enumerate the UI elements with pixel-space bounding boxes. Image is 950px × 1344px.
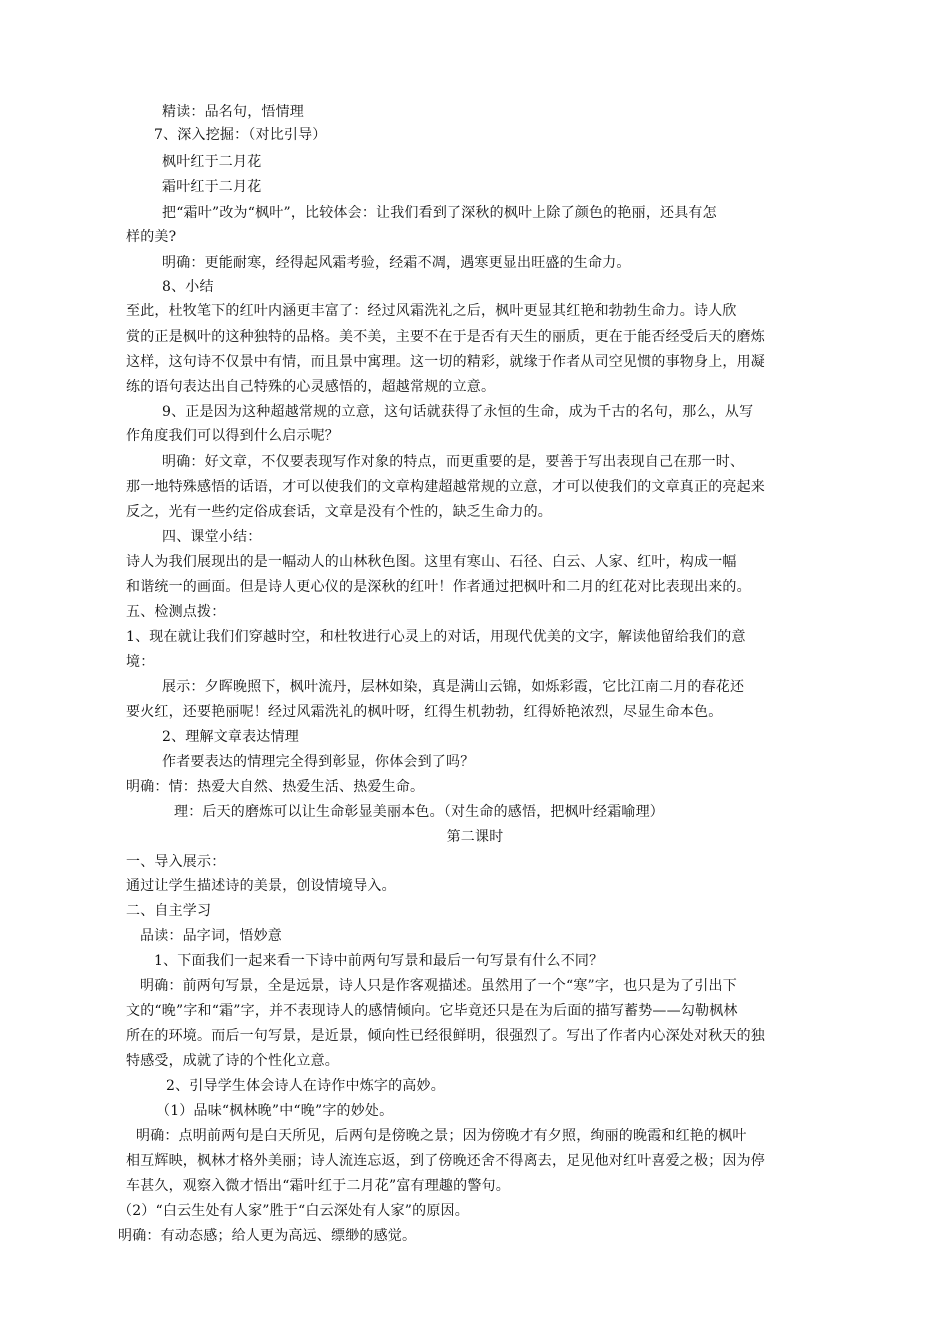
section-heading: 四、课堂小结：: [162, 529, 262, 545]
answer-line: 明确：有动态感；给人更为高远、缥缈的感觉。: [118, 1228, 417, 1244]
paragraph-line: 和谐统一的画面。但是诗人更心仪的是深秋的红叶！作者通过把枫叶和二月的红花对比表现出来的。: [126, 579, 751, 595]
paragraph-line: 特感受，成就了诗的个性化立意。: [126, 1053, 339, 1069]
paragraph-line: 通过让学生描述诗的美景，创设情境导入。: [126, 878, 396, 894]
paragraph-line: 车甚久，观察入微才悟出“霜叶红于二月花”富有理趣的警句。: [126, 1178, 510, 1194]
question-heading: 7、深入挖掘：（对比引导）: [154, 127, 327, 143]
paragraph-line: 作者要表达的情理完全得到彰显，你体会到了吗？: [162, 754, 475, 770]
section-heading: 品读：品字词，悟妙意: [140, 928, 282, 944]
paragraph-line: 这样，这句诗不仅景中有情，而且景中寓理。这一切的精彩，就缘于作者从司空见惯的事物身上，用凝: [126, 354, 765, 370]
paragraph-line: 9、正是因为这种超越常规的立意，这句话就获得了永恒的生命，成为千古的名句，那么，从写: [162, 404, 754, 420]
paragraph-line: 所在的环境。而后一句写景，是近景，倾向性已经很鲜明，很强烈了。写出了作者内心深处对秋天的独: [126, 1028, 765, 1044]
paragraph-line: 1、现在就让我们们穿越时空，和杜牧进行心灵上的对话，用现代优美的文字，解读他留给我们的意: [126, 629, 746, 645]
paragraph-line: 展示：夕晖晚照下，枫叶流丹，层林如染，真是满山云锦，如烁彩霞，它比江南二月的春花还: [162, 679, 745, 695]
paragraph-line: 那一地特殊感悟的话语，才可以使我们的文章构建超越常规的立意，才可以使我们的文章真正的亮起来: [126, 479, 765, 495]
paragraph-line: 境：: [126, 654, 155, 670]
answer-line: 明确：点明前两句是白天所见，后两句是傍晚之景；因为傍晚才有夕照，绚丽的晚霞和红艳的枫叶: [136, 1128, 747, 1144]
paragraph-line: 把“霜叶”改为“枫叶”，比较体会：让我们看到了深秋的枫叶上除了颜色的艳丽，还具有怎: [162, 205, 717, 221]
paragraph-line: 诗人为我们展现出的是一幅动人的山林秋色图。这里有寒山、石径、白云、人家、红叶，构成一幅: [126, 554, 737, 570]
question-line: 1、下面我们一起来看一下诗中前两句写景和最后一句写景有什么不同？: [154, 953, 604, 969]
answer-line: 明确：好文章，不仅要表现写作对象的特点，而更重要的是，要善于写出表现自己在那一时、: [162, 454, 745, 470]
question-line: 2、引导学生体会诗人在诗作中炼字的高妙。: [166, 1078, 445, 1094]
answer-line: 理：后天的磨炼可以让生命彰显美丽本色。（对生命的感悟，把枫叶经霜喻理）: [174, 804, 664, 820]
section-heading: 精读：品名句，悟情理: [162, 104, 304, 120]
paragraph-line: 样的美?: [126, 229, 177, 245]
section-heading: 一、导入展示：: [126, 854, 226, 870]
paragraph-line: 作角度我们可以得到什么启示呢？: [126, 428, 339, 444]
question-line: （2）“白云生处有人家”胜于“白云深处有人家”的原因。: [118, 1203, 469, 1219]
answer-line: 明确：前两句写景，全是远景，诗人只是作客观描述。虽然用了一个“寒”字，也只是为了引出下: [140, 978, 737, 994]
paragraph-line: 相互辉映，枫林才格外美丽；诗人流连忘返，到了傍晚还舍不得离去，足见他对红叶喜爱之极；因为停: [126, 1153, 765, 1169]
paragraph-line: 练的语句表达出自己特殊的心灵感悟的，超越常规的立意。: [126, 379, 496, 395]
paragraph-line: 要火红，还要艳丽呢！经过风霜洗礼的枫叶呀，红得生机勃勃，红得娇艳浓烈，尽显生命本色。: [126, 704, 723, 720]
question-line: （1）品味“枫林晚”中“晚”字的妙处。: [156, 1103, 394, 1119]
lesson-title: 第二课时: [446, 829, 504, 845]
poem-line: 霜叶红于二月花: [162, 179, 262, 195]
section-heading: 2、理解文章表达情理: [162, 729, 299, 745]
paragraph-line: 赏的正是枫叶的这种独特的品格。美不美，主要不在于是否有天生的丽质，更在于能否经受后天的磨炼: [126, 329, 765, 345]
section-heading: 二、自主学习: [126, 903, 212, 919]
paragraph-line: 至此，杜牧笔下的红叶内涵更丰富了：经过风霜洗礼之后，枫叶更显其红艳和勃勃生命力。诗人欣: [126, 303, 737, 319]
poem-line: 枫叶红于二月花: [162, 154, 262, 170]
answer-line: 明确：情：热爱大自然、热爱生活、热爱生命。: [126, 779, 425, 795]
section-heading: 五、检测点拨：: [126, 604, 226, 620]
section-heading: 8、小结: [162, 279, 214, 295]
paragraph-line: 反之，光有一些约定俗成套话，文章是没有个性的，缺乏生命力的。: [126, 504, 552, 520]
answer-line: 明确：更能耐寒，经得起风霜考验，经霜不凋，遇寒更显出旺盛的生命力。: [162, 255, 631, 271]
paragraph-line: 文的“晚”字和“霜”字，并不表现诗人的感情倾向。它毕竟还只是在为后面的描写蓄势——勾勒枫林: [126, 1003, 738, 1019]
